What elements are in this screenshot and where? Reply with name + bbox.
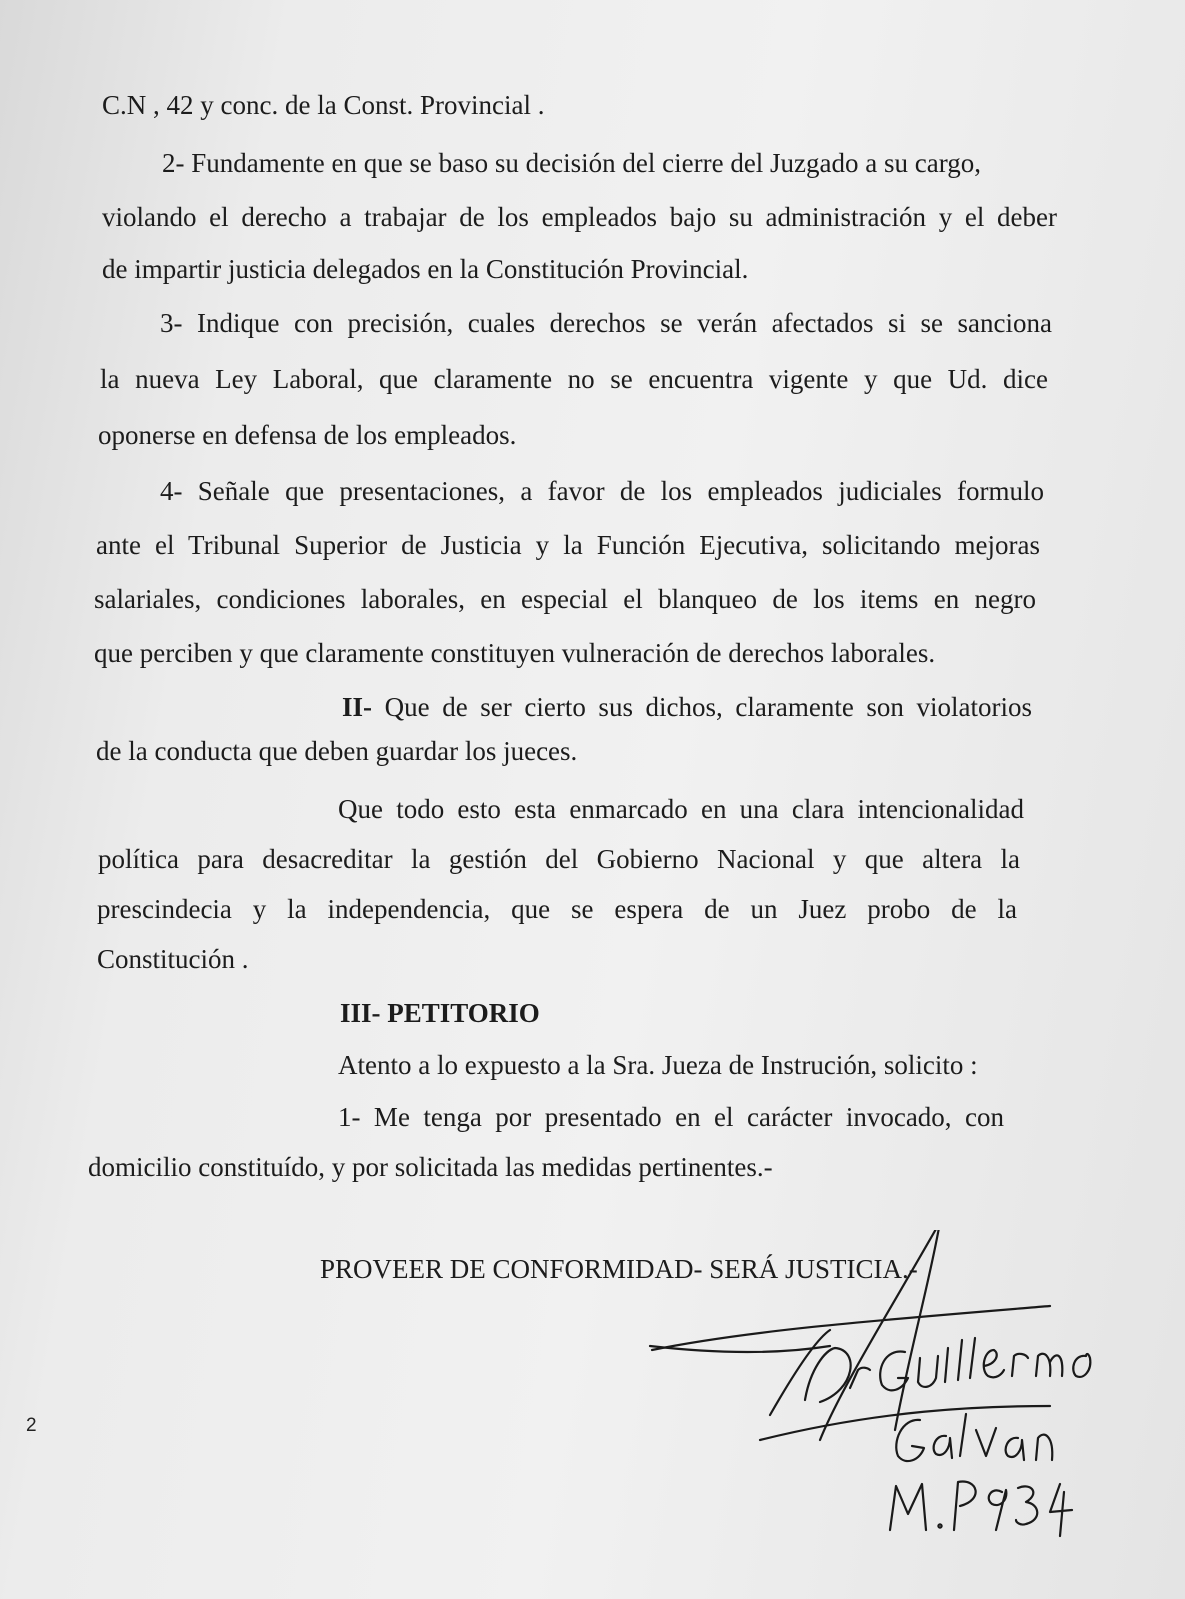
text-line-10: salariales, condiciones laborales, en especial el blanqueo de los items en negro (94, 584, 1036, 614)
text-line-2: 2- Fundamente en que se baso su decisión del cierre del Juzgado a su cargo, (162, 148, 981, 178)
section-ii-label: II- (342, 692, 373, 722)
text-line-15: política para desacreditar la gestión del Gobierno Nacional y que altera la (98, 844, 1020, 874)
text-line-7: oponerse en defensa de los empleados. (98, 420, 517, 450)
text-line-9: ante el Tribunal Superior de Justicia y la Función Ejecutiva, solicitando mejoras (96, 530, 1040, 560)
text-line-14: Que todo esto esta enmarcado en una clara intencionalidad (338, 794, 1024, 824)
page-number: 2 (26, 1415, 37, 1436)
text-line-19: Atento a lo expuesto a la Sra. Jueza de Instrución, solicito : (338, 1050, 978, 1080)
text-line-16: prescindecia y la independencia, que se espera de un Juez probo de la (97, 894, 1017, 924)
text-line-3: violando el derecho a trabajar de los empleados bajo su administración y el deber (102, 202, 1057, 232)
text-line-17: Constitución . (97, 944, 249, 974)
text-line-4: de impartir justicia delegados en la Constitución Provincial. (102, 254, 749, 284)
text-line-20: 1- Me tenga por presentado en el carácter invocado, con (338, 1102, 1004, 1132)
section-ii-line (342, 690, 1032, 724)
text-line-6: la nueva Ley Laboral, que claramente no se encuentra vigente y que Ud. dice (100, 364, 1048, 394)
text-line-13: de la conducta que deben guardar los jueces. (96, 736, 578, 766)
text-line-11: que perciben y que claramente constituyen vulneración de derechos laborales. (94, 638, 936, 668)
text-line-8: 4- Señale que presentaciones, a favor de los empleados judiciales formulo (160, 476, 1044, 506)
closing-formula: PROVEER DE CONFORMIDAD- SERÁ JUSTICIA.- (320, 1254, 918, 1284)
text-line-1: C.N , 42 y conc. de la Const. Provincial . (102, 90, 545, 120)
section-iii-heading: III- PETITORIO (340, 998, 540, 1028)
section-ii-text: Que de ser cierto sus dichos, claramente son violatorios (384, 692, 1032, 722)
handwritten-signature (640, 1230, 1160, 1590)
text-line-21: domicilio constituído, y por solicitada las medidas pertinentes.- (88, 1152, 773, 1182)
text-line-5: 3- Indique con precisión, cuales derechos se verán afectados si se sanciona (160, 308, 1052, 338)
